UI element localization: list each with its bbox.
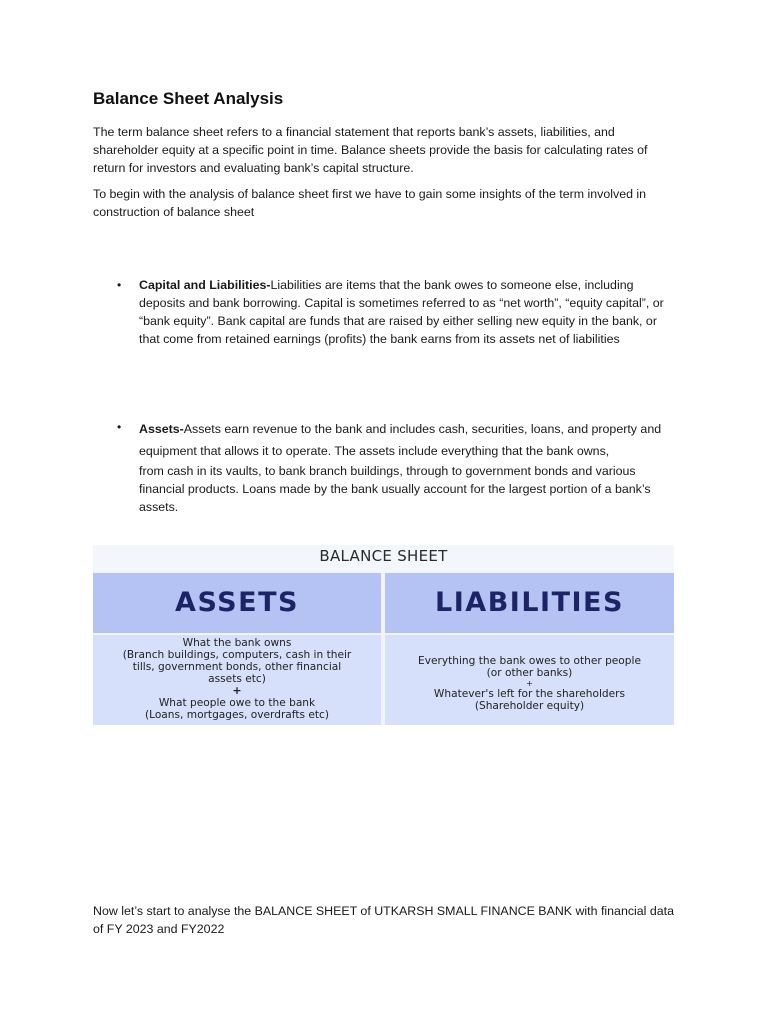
bullet-dot-icon: • [117,278,122,292]
bullet-capital-liabilities [117,276,679,348]
plus-icon: + [232,684,242,697]
page-title: Balance Sheet Analysis [93,89,284,108]
liabilities-heading: LIABILITIES [385,573,674,633]
assets-heading: ASSETS [93,573,381,633]
closing-paragraph: Now let’s start to analyse the BALANCE SHEET of UTKARSH SMALL FINANCE BANK with financial data of FY 2023 and FY2022 [93,904,674,936]
assets-line: What the bank owns [182,637,292,649]
assets-line: (Loans, mortgages, overdrafts etc) [144,709,330,721]
assets-line: tills, government bonds, other financial [132,661,342,673]
intro-paragraph: The term balance sheet refers to a financial statement that reports bank’s assets, liabilities, and shareholder equity at a specific point in time. Balance sheets provide the basis for calculating rates of return for investors and evaluating bank’s capital structure. [93,125,648,175]
liabilities-line: (or other banks) [486,667,573,679]
liabilities-line: Everything the bank owes to other people [418,655,641,667]
bullet-text-continued: from cash in its vaults, to bank branch buildings, through to government bonds and various financial products. Loans made by the bank usually account for the largest portion of a bank’s assets. [139,464,651,514]
bullet-text: Assets earn revenue to the bank and includes cash, securities, loans, and property and equipment that allows it to operate. The assets include everything that the bank owns, [139,422,662,458]
plus-icon: + [526,679,533,688]
liabilities-column [385,573,674,725]
balance-sheet-figure [93,545,674,725]
bullet-dot-icon: • [117,420,122,434]
liabilities-line: Whatever's left for the shareholders [433,688,626,700]
insights-paragraph: To begin with the analysis of balance sheet first we have to gain some insights of the term involved in construction of balance sheet [93,187,647,219]
assets-line: assets etc) [208,673,266,685]
bullet-term: Assets- [139,422,184,436]
assets-description [93,635,381,725]
assets-column [93,573,381,725]
assets-line: (Branch buildings, computers, cash in their [122,649,352,661]
bullet-term: Capital and Liabilities- [139,278,271,292]
liabilities-line: (Shareholder equity) [474,700,585,712]
bullet-text: Liabilities are items that the bank owes to someone else, including deposits and bank borrowing. Capital is sometimes referred to as “net worth”, “equity capital”, or “bank equity”. Bank capital are funds that are raised by either selling new equity in the bank, or that come from retained earnings (profits) the bank earns from its assets net of liabilities [139,278,664,346]
figure-title: BALANCE SHEET [93,545,674,571]
liabilities-description [385,635,674,725]
assets-line: What people owe to the bank [158,697,316,709]
bullet-assets [117,418,679,516]
